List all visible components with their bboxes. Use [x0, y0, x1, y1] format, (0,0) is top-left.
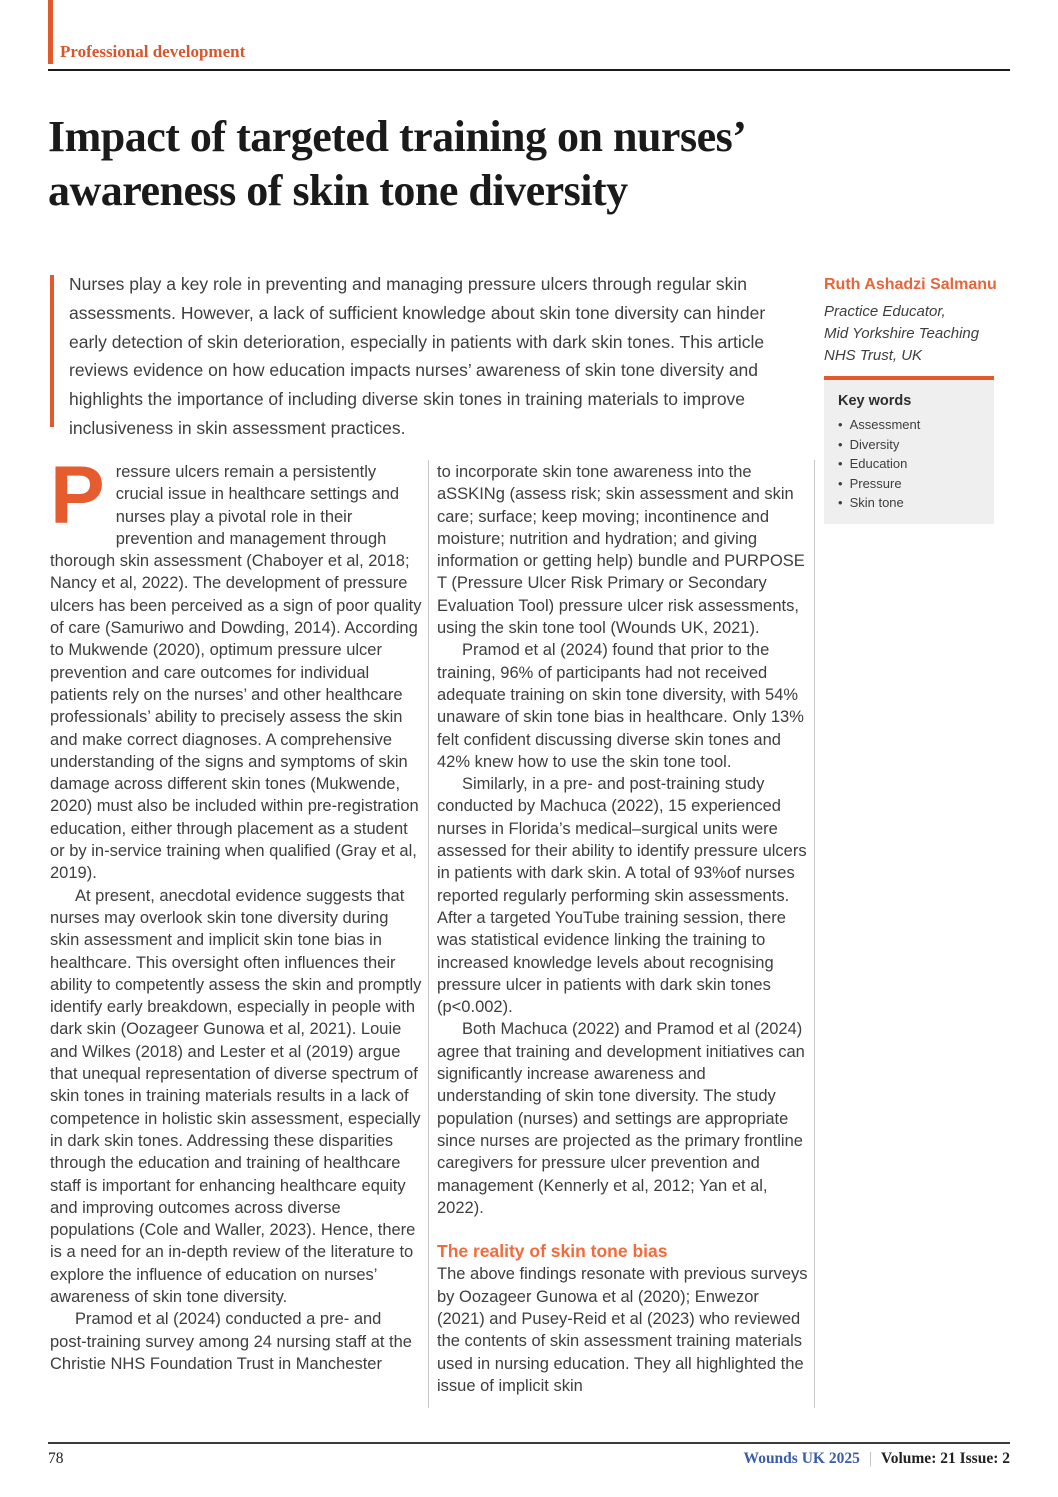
body-column-right [437, 461, 808, 1397]
author-role-line-2: Mid Yorkshire Teaching [824, 325, 980, 342]
keywords-box [824, 376, 994, 524]
keyword-item [838, 435, 986, 455]
article-title-line-1: Impact of targeted training on nurses’ [48, 112, 747, 161]
keyword-item [838, 474, 986, 494]
journal-name: Wounds UK 2025 [743, 1450, 860, 1467]
bullet-icon: • [838, 436, 843, 452]
volume-issue: Volume: 21 Issue: 2 [880, 1450, 1010, 1467]
body-paragraph: The above findings resonate with previous surveys by Oozageer Gunowa et al (2020); Enwezor (2021) and Pusey-Reid et al (2023) who reviewed the contents of skin assessment training materials used in nursing education. They all highlighted the issue of implicit skin [437, 1265, 808, 1395]
keyword-label: Pressure [849, 475, 902, 491]
keyword-item [838, 415, 986, 435]
body-paragraph: Both Machuca (2022) and Pramod et al (2024) agree that training and development initiatives can significantly increase awareness and understanding of skin tone diversity. The study population (nurses) and settings are appropriate since nurses are projected as the primary frontline caregivers for pressure ulcer prevention and management (Kennerly et al, 2012; Yan et al, 2022). [437, 1020, 805, 1217]
abstract-text: Nurses play a key role in preventing and managing pressure ulcers through regular skin assessments. However, a lack of sufficient knowledge about skin tone diversity can hinder early detection of skin deterioration, especially in patients with dark skin tones. This article reviews evidence on how education impacts nurses’ awareness of skin tone diversity and highlights the importance of including diverse skin tones in training materials to improve inclusiveness in skin assessment practices. [69, 274, 766, 438]
bullet-icon: • [838, 495, 843, 510]
body-paragraph: Pramod et al (2024) conducted a pre- and post-training survey among 24 nursing staff at the Christie NHS Foundation Trust in Manchester [50, 1310, 412, 1373]
article-title-line-2: awareness of skin tone diversity [48, 166, 628, 215]
body-paragraph-text: ressure ulcers remain a persistently crucial issue in healthcare settings and nurses play a pivotal role in their prevention and management through thorough skin assessment (Chaboyer et al, 2018; Nancy et al, 2022). The development of pressure ulcers has been perceived as a sign of poor quality of care (Samuriwo and Dowding, 2014). According to Mukwende (2020), optimum pressure ulcer prevention and care outcomes for individual patients rely on the nurses’ and other healthcare professionals’ ability to precisely assess the skin and make correct diagnoses. A comprehensive understanding of the signs and symptoms of skin damage across different skin tones (Mukwende, 2020) must also be included within pre-registration education, either through placement as a student or by in-service training when qualified (Gray et al, 2019). [50, 463, 422, 883]
author-role-line-1: Practice Educator, [824, 303, 946, 320]
bullet-icon: • [838, 475, 843, 491]
keyword-label: Education [849, 456, 908, 471]
author-block [824, 276, 1010, 367]
body-paragraph [50, 450, 422, 885]
footer-rule [48, 1442, 1010, 1444]
column-divider [814, 460, 815, 1408]
author-name: Ruth Ashadzi Salmanu [824, 276, 997, 293]
abstract-block [50, 270, 798, 443]
section-heading: The reality of skin tone bias [437, 1241, 668, 1262]
header-rule [48, 69, 1010, 71]
footer-separator: | [868, 1450, 872, 1467]
bullet-icon: • [838, 456, 843, 471]
body-paragraph: Similarly, in a pre- and post-training study conducted by Machuca (2022), 15 experienced nurses in Florida’s medical–surgical units were assessed for their ability to identify pressure ulcers in patients with dark skin. A total of 93%of nurses reported regularly performing skin assessments. After a targeted YouTube training session, there was statistical evidence linking the training to increased knowledge levels about recognising pressure ulcer in patients with dark skin tones (p<0.002). [437, 775, 807, 1017]
keyword-label: Assessment [849, 417, 921, 432]
page-number: 78 [48, 1450, 64, 1467]
drop-cap: P [50, 450, 105, 541]
footer-journal-info [744, 1450, 1010, 1468]
body-paragraph: Pramod et al (2024) found that prior to the training, 96% of participants had not received adequate training on skin tone diversity, with 54% unaware of skin tone bias in healthcare. Only 13% felt confident discussing diverse skin tones and 42% knew how to use the skin tone tool. [437, 641, 804, 771]
keyword-label: Diversity [849, 436, 900, 452]
author-role-line-3: NHS Trust, UK [824, 347, 923, 364]
body-paragraph: to incorporate skin tone awareness into the aSSKINg (assess risk; skin assessment and skin care; surface; keep moving; incontinence and moisture; nutrition and hydration; and giving information or getting help) bundle and PURPOSE T (Pressure Ulcer Risk Primary or Secondary Evaluation Tool) pressure ulcer risk assessments, using the skin tone tool (Wounds UK, 2021). [437, 463, 805, 638]
author-role [824, 301, 1010, 367]
keyword-item [838, 493, 986, 513]
keywords-list [838, 415, 986, 513]
keyword-label: Skin tone [849, 495, 904, 510]
bullet-icon: • [838, 417, 843, 432]
kicker-accent-bar [48, 0, 53, 64]
keywords-title: Key words [838, 393, 912, 409]
body-column-left [50, 450, 422, 1375]
section-kicker: Professional development [60, 42, 246, 61]
footer [48, 1450, 1010, 1468]
abstract-accent-bar [50, 275, 54, 427]
article-title [48, 110, 988, 218]
column-divider [428, 460, 429, 1408]
body-paragraph: At present, anecdotal evidence suggests that nurses may overlook skin tone diversity during skin assessment and implicit skin tone bias in healthcare. This oversight often influences their ability to competently assess the skin and promptly identify early breakdown, especially in people with dark skin (Oozageer Gunowa et al, 2021). Louie and Wilkes (2018) and Lester et al (2019) argue that unequal representation of diverse spectrum of skin tones in training materials results in a lack of competence in holistic skin assessment, especially in dark skin tones. Addressing these disparities through the education and training of healthcare staff is important for enhancing healthcare equity and improving outcomes across diverse populations (Cole and Waller, 2023). Hence, there is a need for an in-depth review of the literature to explore the influence of education on nurses’ awareness of skin tone diversity. [50, 886, 422, 1306]
keyword-item [838, 454, 986, 474]
